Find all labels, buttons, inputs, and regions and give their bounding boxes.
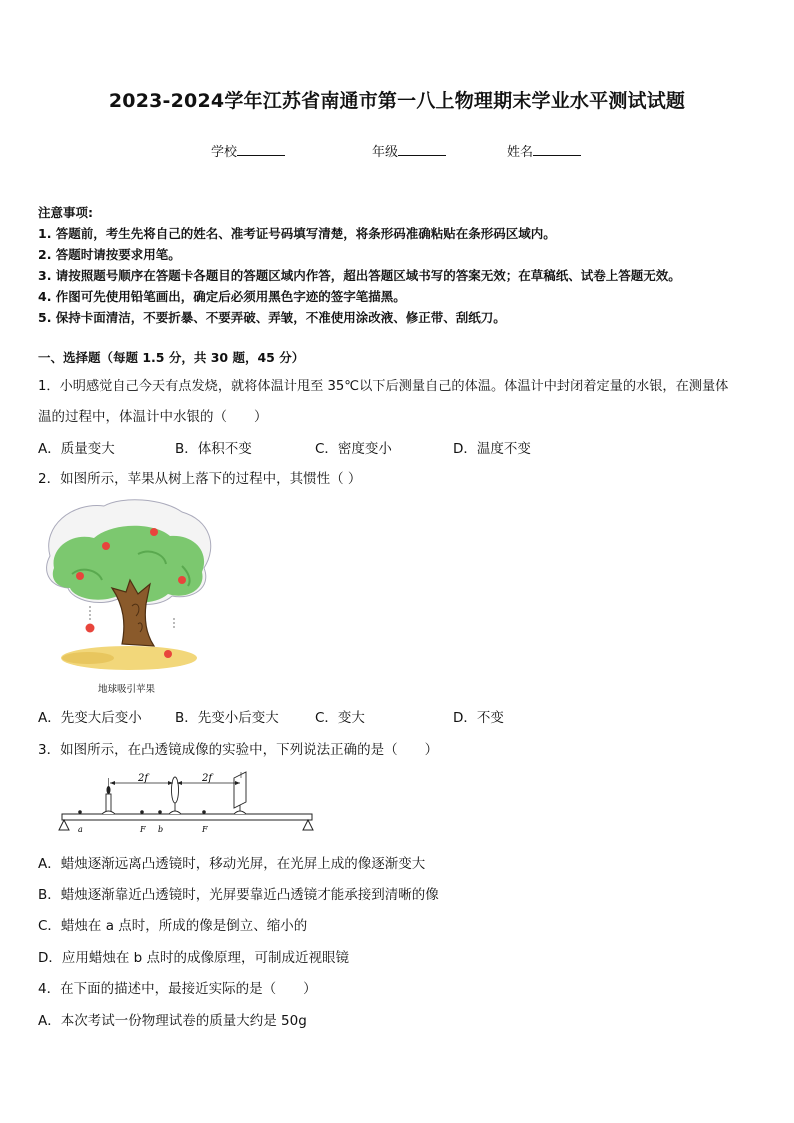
q1-option-c: C．密度变小 — [315, 441, 392, 457]
page-title: 2023-2024学年江苏省南通市第一八上物理期末学业水平测试试题 — [108, 90, 686, 112]
ground-apple-icon — [164, 650, 172, 658]
lens-experiment-figure — [56, 768, 320, 840]
point-f2-label: F — [202, 825, 208, 834]
q3-option-b: B．蜡烛逐渐靠近凸透镜时，光屏要靠近凸透镜才能承接到清晰的像 — [38, 887, 439, 903]
q4-text: 4．在下面的描述中，最接近实际的是（ ） — [38, 981, 317, 997]
apple-icon — [150, 528, 158, 536]
name-label: 姓名 — [507, 145, 534, 160]
q2-figure-caption: 地球吸引苹果 — [98, 684, 156, 695]
point-f1-label: F — [140, 825, 146, 834]
point-b-label: b — [158, 825, 164, 834]
grade-blank[interactable] — [398, 143, 446, 156]
two-f-right-label: 2f — [202, 773, 213, 784]
q2-option-a: A．先变大后变小 — [38, 710, 142, 726]
school-label: 学校 — [211, 145, 238, 160]
school-blank[interactable] — [237, 143, 285, 156]
notice-item-1: 1. 答题前，考生先将自己的姓名、准考证号码填写清楚，将条形码准确粘贴在条形码区域内。 — [38, 226, 556, 241]
left-support-icon — [59, 820, 69, 830]
apple-icon — [76, 572, 84, 580]
q2-option-c: C．变大 — [315, 710, 365, 726]
school-field — [211, 141, 285, 160]
q1-option-d: D．温度不变 — [453, 441, 531, 457]
notice-item-3: 3. 请按照题号顺序在答题卡各题目的答题区域内作答，超出答题区域书写的答案无效；在草稿纸、试卷上答题无效。 — [38, 268, 681, 283]
point-a-label: a — [78, 825, 83, 834]
q3-option-c: C．蜡烛在 a 点时，所成的像是倒立、缩小的 — [38, 918, 308, 934]
grade-field — [372, 141, 446, 160]
right-support-icon — [303, 820, 313, 830]
q3-option-a: A．蜡烛逐渐远离凸透镜时，移动光屏，在光屏上成的像逐渐变大 — [38, 856, 426, 872]
apple-tree-figure — [42, 496, 218, 676]
apple-icon — [102, 542, 110, 550]
name-field — [507, 141, 581, 160]
notice-item-4: 4. 作图可先使用铅笔画出，确定后必须用黑色字迹的签字笔描黑。 — [38, 289, 406, 304]
grade-label: 年级 — [372, 145, 399, 160]
section-heading: 一、选择题（每题 1.5 分，共 30 题，45 分） — [38, 350, 305, 365]
q1-line1: 1．小明感觉自己今天有点发烧，就将体温计甩至 35℃以下后测量自己的体温。体温计中封闭着定量的水银，在测量体 — [38, 379, 729, 394]
candle-icon — [102, 786, 115, 814]
q2-option-b: B．先变小后变大 — [175, 710, 279, 726]
q3-text: 3．如图所示，在凸透镜成像的实验中，下列说法正确的是（ ） — [38, 742, 439, 758]
falling-apple-icon — [86, 624, 95, 633]
q2-option-d: D．不变 — [453, 710, 504, 726]
two-f-left-label: 2f — [138, 773, 149, 784]
q1-option-b: B．体积不变 — [175, 441, 252, 457]
q2-text: 2．如图所示，苹果从树上落下的过程中，其惯性（ ） — [38, 471, 362, 487]
name-blank[interactable] — [533, 143, 581, 156]
q1-option-a: A．质量变大 — [38, 441, 115, 457]
q3-option-d: D．应用蜡烛在 b 点时的成像原理，可制成近视眼镜 — [38, 950, 350, 966]
notice-heading: 注意事项: — [38, 205, 93, 220]
notice-item-5: 5. 保持卡面清洁，不要折暴、不要弄破、弄皱，不准使用涂改液、修正带、刮纸刀。 — [38, 310, 506, 325]
q4-option-a: A．本次考试一份物理试卷的质量大约是 50g — [38, 1013, 307, 1029]
notice-item-2: 2. 答题时请按要求用笔。 — [38, 247, 181, 262]
apple-icon — [178, 576, 186, 584]
q1-line2: 温的过程中，体温计中水银的（ ） — [38, 409, 268, 425]
screen-icon — [234, 772, 246, 814]
